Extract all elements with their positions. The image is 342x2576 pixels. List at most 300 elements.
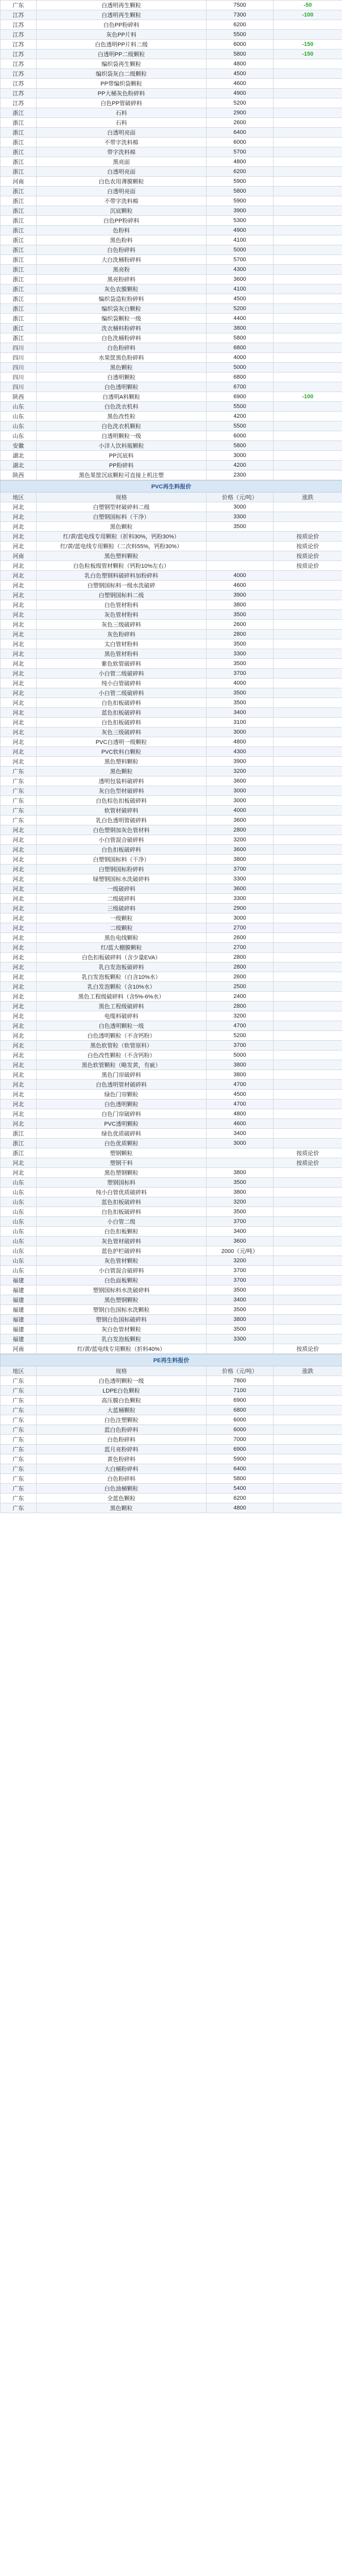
change-cell [273, 1285, 342, 1295]
table-row [1, 147, 342, 157]
spec-cell: 黑色管材粉料 [37, 649, 207, 659]
price-cell: 3300 [207, 649, 273, 659]
region-cell: 广东 [1, 1386, 37, 1396]
price-cell: 3300 [207, 512, 273, 522]
price-cell: 3200 [207, 767, 273, 776]
table-row [1, 1021, 342, 1031]
price-cell: 3700 [207, 1217, 273, 1227]
price-cell: 2800 [207, 825, 273, 835]
region-cell: 河北 [1, 1021, 37, 1031]
region-cell: 浙江 [1, 235, 37, 245]
price-cell: 4100 [207, 284, 273, 294]
region-cell: 浙江 [1, 333, 37, 343]
change-cell [273, 512, 342, 522]
change-cell [273, 913, 342, 923]
spec-cell: 黑色颗粒 [37, 1503, 207, 1513]
price-cell: 3200 [207, 835, 273, 845]
spec-cell: 黑色塑料颗粒 [37, 757, 207, 767]
region-cell: 河北 [1, 962, 37, 972]
region-cell: 浙江 [1, 157, 37, 167]
spec-cell: 小白管二级破碎料 [37, 688, 207, 698]
table-row [1, 1344, 342, 1354]
price-cell: 5200 [207, 304, 273, 314]
change-cell [273, 845, 342, 855]
change-cell [273, 187, 342, 196]
region-cell: 河北 [1, 512, 37, 522]
table-row [1, 187, 342, 196]
price-cell: 3500 [207, 1207, 273, 1217]
price-cell: 5000 [207, 245, 273, 255]
change-cell [273, 1376, 342, 1386]
region-cell: 河北 [1, 884, 37, 894]
spec-cell: 白色注塑颗粒 [37, 1415, 207, 1425]
region-cell: 河北 [1, 541, 37, 551]
table-row [1, 196, 342, 206]
price-cell: 3500 [207, 610, 273, 620]
table-row [1, 659, 342, 669]
spec-cell: 白色PP粉碎料 [37, 20, 207, 30]
table-row [1, 943, 342, 953]
region-cell: 山东 [1, 431, 37, 441]
change-cell [273, 138, 342, 147]
price-cell: 2700 [207, 943, 273, 953]
region-cell: 浙江 [1, 196, 37, 206]
table-row [1, 806, 342, 816]
region-cell: 山东 [1, 402, 37, 412]
region-cell: 河北 [1, 1002, 37, 1011]
region-cell: 浙江 [1, 284, 37, 294]
price-cell: 6800 [207, 372, 273, 382]
region-cell: 广东 [1, 1464, 37, 1474]
change-cell [273, 324, 342, 333]
price-cell: 3100 [207, 718, 273, 727]
spec-cell: 黑亮粉 [37, 265, 207, 275]
price-cell: 3000 [207, 1139, 273, 1148]
change-cell [273, 118, 342, 128]
price-cell: 3800 [207, 855, 273, 865]
spec-cell: 一级破碎料 [37, 884, 207, 894]
section-title-row [1, 1354, 342, 1366]
price-cell: 5500 [207, 30, 273, 40]
region-cell: 浙江 [1, 187, 37, 196]
table-header-row [1, 1366, 342, 1376]
region-cell: 浙江 [1, 128, 37, 138]
table-row [1, 1464, 342, 1474]
spec-cell: 白透明颗粒 [37, 372, 207, 382]
price-cell: 4700 [207, 1099, 273, 1109]
price-cell: 4300 [207, 747, 273, 757]
price-cell: 2800 [207, 953, 273, 962]
region-cell: 江苏 [1, 59, 37, 69]
table-row [1, 128, 342, 138]
table-row [1, 333, 342, 343]
table-row [1, 1415, 342, 1425]
table-row [1, 441, 342, 451]
spec-cell: 乳白色塑钢料破碎料加粉碎料 [37, 571, 207, 581]
change-cell [273, 402, 342, 412]
table-row [1, 913, 342, 923]
spec-cell: 白色洗衣机料 [37, 402, 207, 412]
price-cell: 5400 [207, 1484, 273, 1494]
change-cell [273, 727, 342, 737]
spec-cell: 白色扣板破碎料 [37, 718, 207, 727]
change-cell: -100 [273, 392, 342, 402]
price-cell: 2400 [207, 992, 273, 1002]
price-cell: 7500 [207, 1, 273, 10]
spec-cell: 小白管混合破碎料 [37, 835, 207, 845]
price-cell: 3500 [207, 688, 273, 698]
table-row [1, 392, 342, 402]
region-cell: 江苏 [1, 20, 37, 30]
price-cell: 6700 [207, 382, 273, 392]
table-row [1, 421, 342, 431]
region-cell: 河北 [1, 1168, 37, 1178]
table-row [1, 177, 342, 187]
spec-cell: 乳白发泡颗粒（含10%水） [37, 982, 207, 992]
region-cell: 山东 [1, 1236, 37, 1246]
table-row [1, 284, 342, 294]
spec-cell: 蓝白色粉碎料 [37, 1425, 207, 1435]
spec-cell: 全蓝色颗粒 [37, 1494, 207, 1503]
spec-cell: 红/蓝大棚膜颗粒 [37, 943, 207, 953]
change-cell [273, 1484, 342, 1494]
table-row [1, 1445, 342, 1454]
change-cell [273, 1246, 342, 1256]
price-cell [207, 541, 273, 551]
change-cell [273, 659, 342, 669]
table-row [1, 324, 342, 333]
price-cell: 4800 [207, 1503, 273, 1513]
spec-cell: 白塑钢国标粉碎料 [37, 865, 207, 874]
price-cell: 6400 [207, 1464, 273, 1474]
change-cell [273, 1041, 342, 1050]
price-cell: 4600 [207, 581, 273, 590]
change-cell [273, 1405, 342, 1415]
table-row [1, 541, 342, 551]
spec-cell: PVC软料白颗粒 [37, 747, 207, 757]
region-cell: 河北 [1, 1031, 37, 1041]
region-cell: 山东 [1, 1217, 37, 1227]
table-row [1, 1139, 342, 1148]
price-cell: 4500 [207, 1090, 273, 1099]
table-row [1, 1396, 342, 1405]
price-cell: 3700 [207, 1041, 273, 1050]
price-cell: 3900 [207, 757, 273, 767]
change-cell: 按质论价 [273, 1148, 342, 1158]
region-cell: 河北 [1, 610, 37, 620]
column-header: 地区 [1, 1366, 37, 1376]
change-cell [273, 304, 342, 314]
table-row [1, 1178, 342, 1188]
change-cell [273, 294, 342, 304]
change-cell: 按质论价 [273, 1158, 342, 1168]
price-cell: 3500 [207, 1305, 273, 1315]
change-cell [273, 1217, 342, 1227]
region-cell: 福建 [1, 1334, 37, 1344]
region-cell: 四川 [1, 353, 37, 363]
change-cell [273, 441, 342, 451]
region-cell: 江苏 [1, 10, 37, 20]
region-cell: 广东 [1, 1396, 37, 1405]
change-cell [273, 581, 342, 590]
change-cell [273, 874, 342, 884]
change-cell [273, 216, 342, 226]
price-cell: 3500 [207, 1178, 273, 1188]
price-cell: 3500 [207, 698, 273, 708]
change-cell [273, 1031, 342, 1041]
table-row [1, 1295, 342, 1305]
price-cell [207, 551, 273, 561]
region-cell: 广东 [1, 1494, 37, 1503]
price-cell: 3600 [207, 1236, 273, 1246]
spec-cell: 白色透明颗粒（不含钙粉） [37, 1031, 207, 1041]
change-cell [273, 79, 342, 89]
price-cell: 3800 [207, 1168, 273, 1178]
change-cell [273, 1503, 342, 1513]
change-cell [273, 590, 342, 600]
spec-cell: 黑色门帘破碎料 [37, 1070, 207, 1080]
price-cell: 5800 [207, 333, 273, 343]
change-cell [273, 265, 342, 275]
spec-cell: 编织袋造粒粉碎料 [37, 294, 207, 304]
table-row [1, 1494, 342, 1503]
region-cell: 河北 [1, 1011, 37, 1021]
change-cell [273, 245, 342, 255]
change-cell [273, 1119, 342, 1129]
region-cell: 河北 [1, 982, 37, 992]
change-cell [273, 992, 342, 1002]
table-row [1, 1484, 342, 1494]
region-cell: 山东 [1, 421, 37, 431]
change-cell [273, 196, 342, 206]
change-cell [273, 167, 342, 177]
spec-cell: 带字洗料棉 [37, 147, 207, 157]
price-cell: 3000 [207, 913, 273, 923]
region-cell: 江苏 [1, 98, 37, 108]
change-cell [273, 1099, 342, 1109]
spec-cell: 灰色管材颗粒 [37, 1256, 207, 1266]
spec-cell: 白色粉碎料 [37, 343, 207, 353]
price-cell: 3800 [207, 1188, 273, 1197]
change-cell [273, 206, 342, 216]
change-cell [273, 767, 342, 776]
change-cell [273, 610, 342, 620]
table-row [1, 79, 342, 89]
price-cell [207, 1344, 273, 1354]
price-cell: 4700 [207, 1021, 273, 1031]
table-row [1, 747, 342, 757]
table-row [1, 1376, 342, 1386]
change-cell [273, 865, 342, 874]
change-cell [273, 128, 342, 138]
region-cell: 江苏 [1, 40, 37, 49]
change-cell [273, 235, 342, 245]
table-row [1, 1158, 342, 1168]
table-row [1, 1188, 342, 1197]
price-cell: 2600 [207, 933, 273, 943]
table-row [1, 590, 342, 600]
table-row [1, 412, 342, 421]
column-header: 价格（元/吨） [207, 1366, 273, 1376]
change-cell [273, 1227, 342, 1236]
price-cell: 3800 [207, 1315, 273, 1325]
table-row [1, 353, 342, 363]
table-row [1, 1129, 342, 1139]
spec-cell: 黑色粉料 [37, 235, 207, 245]
region-cell: 浙江 [1, 265, 37, 275]
table-row [1, 708, 342, 718]
price-cell: 3600 [207, 845, 273, 855]
spec-cell: 蓝月亮粉碎料 [37, 1445, 207, 1454]
spec-cell: 一级颗粒 [37, 913, 207, 923]
spec-cell: 塑钢国标料水洗破碎料 [37, 1285, 207, 1295]
change-cell [273, 688, 342, 698]
spec-cell: 黑色塑料颗粒 [37, 551, 207, 561]
table-row [1, 894, 342, 904]
region-cell: 福建 [1, 1285, 37, 1295]
spec-cell: 绿色门帘颗粒 [37, 1090, 207, 1099]
table-row [1, 167, 342, 177]
price-cell: 2600 [207, 972, 273, 982]
spec-cell: 白色透明颗粒一级 [37, 1021, 207, 1031]
change-cell [273, 1435, 342, 1445]
table-row [1, 1070, 342, 1080]
region-cell: 河北 [1, 669, 37, 679]
region-cell: 河南 [1, 1344, 37, 1354]
region-cell: 河北 [1, 727, 37, 737]
table-row [1, 1031, 342, 1041]
change-cell [273, 108, 342, 118]
region-cell: 福建 [1, 1295, 37, 1305]
region-cell: 福建 [1, 1276, 37, 1285]
spec-cell: PP带编织袋颗粒 [37, 79, 207, 89]
price-cell: 4000 [207, 806, 273, 816]
region-cell: 河北 [1, 620, 37, 630]
region-cell: 河北 [1, 874, 37, 884]
change-cell [273, 786, 342, 796]
price-table [0, 480, 342, 1354]
region-cell: 江苏 [1, 49, 37, 59]
price-cell: 5800 [207, 441, 273, 451]
change-cell [273, 470, 342, 480]
change-cell [273, 982, 342, 992]
spec-cell: 塑钢国标料 [37, 1178, 207, 1188]
spec-cell: 灰色三级破碎料 [37, 727, 207, 737]
region-cell: 山东 [1, 1197, 37, 1207]
region-cell: 福建 [1, 1315, 37, 1325]
price-cell: 2700 [207, 923, 273, 933]
change-cell [273, 343, 342, 353]
region-cell: 河北 [1, 1090, 37, 1099]
table-row [1, 138, 342, 147]
change-cell [273, 522, 342, 532]
change-cell [273, 1474, 342, 1484]
table-row [1, 245, 342, 255]
spec-cell: 白色扣板破碎料 [37, 698, 207, 708]
change-cell: 按质论价 [273, 532, 342, 541]
change-cell [273, 825, 342, 835]
spec-cell: 黑亮粉碎料 [37, 275, 207, 284]
spec-cell: 白色洗桶粉碎料 [37, 333, 207, 343]
price-cell: 7800 [207, 1376, 273, 1386]
spec-cell: 灰色粉碎料 [37, 630, 207, 639]
table-row [1, 235, 342, 245]
change-cell [273, 1168, 342, 1178]
table-row [1, 1285, 342, 1295]
spec-cell: 沉底颗粒 [37, 206, 207, 216]
spec-cell: 编织袋再生颗粒 [37, 59, 207, 69]
change-cell: 按质论价 [273, 1344, 342, 1354]
region-cell: 山东 [1, 1178, 37, 1188]
price-table [0, 1354, 342, 1513]
change-cell [273, 933, 342, 943]
spec-cell: PP粉碎料 [37, 461, 207, 470]
table-row [1, 59, 342, 69]
table-row [1, 451, 342, 461]
spec-cell: 白色透明管材破碎料 [37, 1080, 207, 1090]
price-cell [207, 532, 273, 541]
table-row [1, 767, 342, 776]
region-cell: 广东 [1, 1503, 37, 1513]
table-row [1, 431, 342, 441]
table-row [1, 982, 342, 992]
column-header: 规格 [37, 493, 207, 502]
region-cell: 河北 [1, 757, 37, 767]
table-row [1, 1041, 342, 1050]
spec-cell: 白透明亮面 [37, 187, 207, 196]
price-cell: 3200 [207, 1011, 273, 1021]
column-header: 价格（元/吨） [207, 493, 273, 502]
change-cell [273, 275, 342, 284]
spec-cell: 石料 [37, 108, 207, 118]
spec-cell: 不带字洗料棉 [37, 138, 207, 147]
spec-cell: 灰色管材破碎料 [37, 1236, 207, 1246]
region-cell: 河北 [1, 639, 37, 649]
change-cell [273, 1425, 342, 1435]
change-cell [273, 382, 342, 392]
price-cell: 6000 [207, 1425, 273, 1435]
price-cell: 7100 [207, 1386, 273, 1396]
price-cell: 3500 [207, 659, 273, 669]
change-cell [273, 89, 342, 98]
region-cell: 山东 [1, 1246, 37, 1256]
change-cell [273, 737, 342, 747]
table-row [1, 1119, 342, 1129]
change-cell [273, 1494, 342, 1503]
spec-cell: 水果筐黑色粉碎料 [37, 353, 207, 363]
spec-cell: 白色塑钢加灰色管材料 [37, 825, 207, 835]
spec-cell: 白色优质颗粒 [37, 1139, 207, 1148]
region-cell: 河北 [1, 845, 37, 855]
region-cell: 河北 [1, 688, 37, 698]
spec-cell: 黑色电线颗粒 [37, 933, 207, 943]
table-row [1, 255, 342, 265]
price-cell: 5900 [207, 1454, 273, 1464]
change-cell [273, 806, 342, 816]
price-cell: 3700 [207, 865, 273, 874]
price-cell: 4000 [207, 679, 273, 688]
region-cell: 河北 [1, 953, 37, 962]
change-cell [273, 649, 342, 659]
spec-cell: 黑色颗粒 [37, 767, 207, 776]
spec-cell: 灰色管材粉料 [37, 610, 207, 620]
region-cell: 河北 [1, 571, 37, 581]
region-cell: 河北 [1, 737, 37, 747]
table-row [1, 10, 342, 20]
spec-cell: 白色面板颗粒 [37, 1276, 207, 1285]
region-cell: 江苏 [1, 69, 37, 79]
table-row [1, 402, 342, 412]
